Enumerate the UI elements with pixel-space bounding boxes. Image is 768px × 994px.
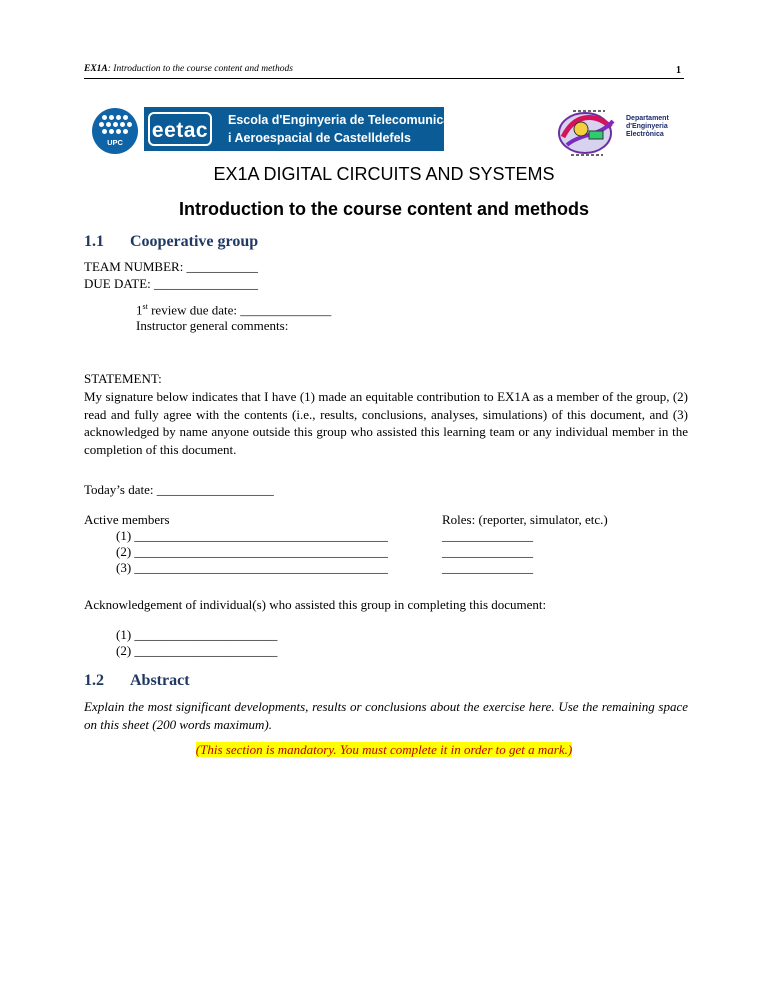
section-1-number: 1.1 [84, 233, 104, 250]
page-number: 1 [676, 65, 681, 76]
section-2-number: 1.2 [84, 672, 104, 689]
section-2-title: Abstract [130, 672, 190, 689]
member-row: (2) _______________________________________ [116, 544, 388, 559]
upc-logo [92, 108, 138, 154]
department-name: Departament d'Enginyeria Electrònica [626, 115, 669, 138]
member-role-line: ______________ [442, 544, 533, 559]
statement-label: STATEMENT: [84, 371, 162, 386]
eetac-name-line1: Escola d'Enginyeria de Telecomunicació [228, 113, 469, 127]
due-date-field: DUE DATE: ________________ [84, 276, 259, 291]
member-row: (1) _______________________________________ [116, 528, 388, 543]
instructor-comments-label: Instructor general comments: [136, 318, 289, 333]
header-doc-title: : Introduction to the course content and methods [107, 64, 293, 74]
statement-text: My signature below indicates that I have (1) made an equitable contribution to EX1A as a member of the group, (2) read and fully agree with the contents (i.e., results, conclusions, analyses, simulations) of this document, and (3) acknowledged by name anyone outside this group who assisted this learning team or any individual member in the completion of this document. [84, 389, 688, 457]
mandatory-note: (This section is mandatory. You must complete it in order to get a mark.) [195, 742, 573, 757]
active-members-label: Active members [84, 512, 170, 527]
document-subtitle: Introduction to the course content and methods [178, 199, 589, 219]
header-doc-code: EX1A [84, 64, 108, 74]
ack-row: (1) ______________________ [116, 627, 278, 642]
roles-label: Roles: (reporter, simulator, etc.) [442, 512, 608, 527]
todays-date-field: Today’s date: __________________ [84, 482, 274, 497]
upc-logo-label: UPC [107, 138, 123, 147]
member-role-line: ______________ [442, 528, 533, 543]
document-title: EX1A DIGITAL CIRCUITS AND SYSTEMS [213, 164, 555, 184]
member-row: (3) _______________________________________ [116, 560, 388, 575]
abstract-instructions: Explain the most significant developments, results or conclusions about the exercise here. Use the remaining space on this sheet (200 words maximum). [84, 699, 688, 732]
acknowledgement-label: Acknowledgement of individual(s) who assisted this group in completing this document: [84, 597, 547, 612]
member-role-line: ______________ [442, 560, 533, 575]
header-divider [84, 78, 684, 79]
eetac-wordmark: eetac [148, 112, 212, 146]
department-logo [555, 103, 673, 159]
running-header [84, 64, 293, 74]
section-1-title: Cooperative group [130, 233, 259, 250]
team-number-field: TEAM NUMBER: ___________ [84, 259, 259, 274]
review-due-date-field: 1st review due date: ______________ [136, 302, 332, 318]
eetac-logo [144, 107, 469, 151]
eetac-name-line2: i Aeroespacial de Castelldefels [228, 131, 411, 145]
department-emblem-icon [555, 103, 625, 159]
ack-row: (2) ______________________ [116, 643, 278, 658]
